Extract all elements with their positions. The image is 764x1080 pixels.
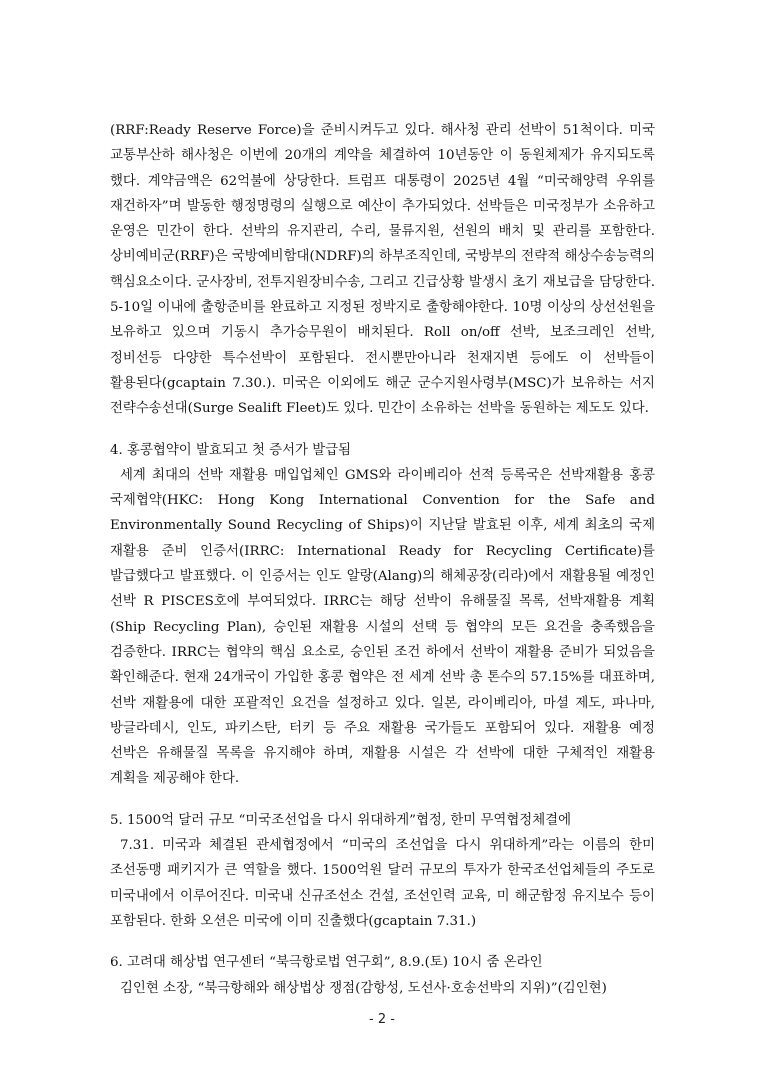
section-heading-hong-kong-convention: 4. 홍콩협약이 발효되고 첫 증서가 발급됨 <box>110 442 352 458</box>
section-body-shipbuilding-agreement: 7.31. 미국과 체결된 관세협정에서 “미국의 조선업을 다시 위대하게”라는 이름의 한미 조선동맹 패키지가 큰 역할을 했다. 1500억원 달러 규모의 투자가 한국조선업체들의 주도로 미국내에서 이루어진다. 미국내 신규조선소 건설, 조선인력 교육, 미 해군함정 유지보수 등이 포함된다. 한화 오션은 미국에 이미 진출했다(gcaptain 7.31.) <box>110 838 655 929</box>
section-body-hong-kong-convention: 세계 최대의 선박 재활용 매입업체인 GMS와 라이베리아 선적 등록국은 선박재활용 홍콩 국제협약(HKC: Hong Kong International Convention for the Safe and Environmentally Sound Recycling of Ships)이 지난달 발효된 이후, 세계 최초의 국제 재활용 준비 인증서(IRRC: International Ready for Recycling Certificate)를 발급했다고 발표했다. 이 인증서는 인도 알랑(Alang)의 해체공장(리라)에서 재활용될 예정인 선박 R PISCES호에 부여되었다. IRRC는 해당 선박이 유해물질 목록, 선박재활용 계획(Ship Recycling Plan), 승인된 재활용 시설의 선택 등 협약의 모든 요건을 충족했음을 검증한다. IRRC는 협약의 핵심 요소로, 승인된 조건 하에서 선박이 재활용 준비가 되었음을 확인해준다. 현재 24개국이 가입한 홍콩 협약은 전 세계 선박 총 톤수의 57.15%를 대표하며, 선박 재활용에 대한 포괄적인 요건을 설정하고 있다. 일본, 라이베리아, 마셜 제도, 파나마, 방글라데시, 인도, 파키스탄, 터키 등 주요 재활용 국가들도 포함되어 있다. 재활용 예정 선박은 유해물질 목록을 유지해야 하며, 재활용 시설은 각 선박에 대한 구체적인 재활용 계획을 제공해야 한다. <box>110 467 655 787</box>
page-number: - 2 - <box>369 1012 395 1027</box>
intro-paragraph: (RRF:Ready Reserve Force)을 준비시켜두고 있다. 해사청 관리 선박이 51척이다. 미국 교통부산하 해사청은 이번에 20개의 계약을 체결하여 10년동안 이 동원체제가 유지되도록 했다. 계약금액은 62억불에 상당한다. 트럼프 대통령이 2025년 4월 “미국해양력 우위를 재건하자”며 발동한 행정명령의 실행으로 예산이 추가되었다. 선박들은 미국정부가 소유하고 운영은 민간이 한다. 선박의 유지관리, 수리, 물류지원, 선원의 배치 및 관리를 포함한다. 상비예비군(RRF)은 국방예비함대(NDRF)의 하부조직인데, 국방부의 전략적 해상수송능력의 핵심요소이다. 군사장비, 전투지원장비수송, 그리고 긴급상황 발생시 초기 재보급을 담당한다. 5-10일 이내에 출항준비를 완료하고 지정된 정박지로 출항해야한다. 10명 이상의 상선선원을 보유하고 있으며 기동시 추가승무원이 배치된다. Roll on/off 선박, 보조크레인 선박, 정비선등 다양한 특수선박이 포함된다. 전시뿐만아니라 천재지변 등에도 이 선박들이 활용된다(gcaptain 7.30.). 미국은 이외에도 해군 군수지원사령부(MSC)가 보유하는 서지 전략수송선대(Surge Sealift Fleet)도 있다. 민간이 소유하는 선박을 동원하는 제도도 있다. <box>110 123 655 417</box>
section-heading-shipbuilding-agreement: 5. 1500억 달러 규모 “미국조선업을 다시 위대하게”협정, 한미 무역협정체결에 <box>110 812 572 828</box>
document-page <box>110 118 655 1001</box>
section-body-arctic-route-seminar: 김인현 소장, “북극항해와 해상법상 쟁점(감항성, 도선사·호송선박의 지위)”(김인현) <box>120 980 607 996</box>
section-heading-arctic-route-seminar: 6. 고려대 해상법 연구센터 “북극항로법 연구회”, 8.9.(토) 10시 줌 온라인 <box>110 955 543 971</box>
